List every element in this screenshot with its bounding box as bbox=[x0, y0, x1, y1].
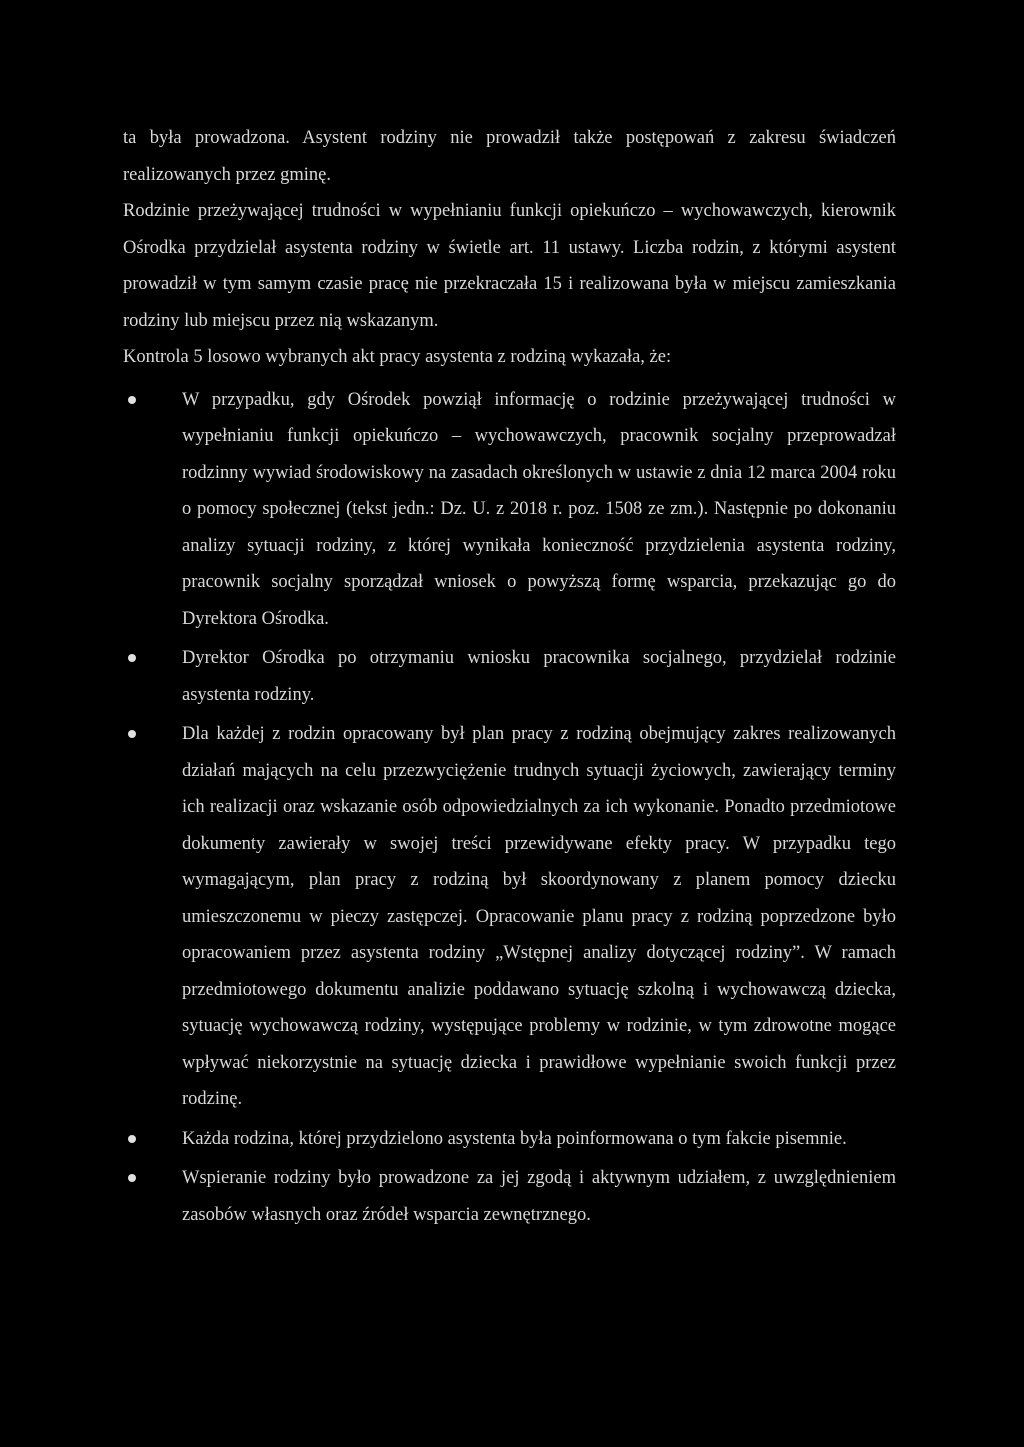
paragraph-continuation: ta była prowadzona. Asystent rodziny nie prowadził także postępowań z zakresu świadczeń realizowanych przez gminę. bbox=[123, 128, 896, 185]
list-item bbox=[123, 640, 896, 713]
bullet-icon bbox=[128, 730, 136, 738]
list-item bbox=[123, 1160, 896, 1233]
list-item-text: Wspieranie rodziny było prowadzone za jej zgodą i aktywnym udziałem, z uwzględnieniem zasobów własnych oraz źródeł wsparcia zewnętrznego. bbox=[182, 1168, 896, 1225]
list-item-text: Każda rodzina, której przydzielono asystenta była poinformowana o tym fakcie pisemnie. bbox=[182, 1128, 847, 1149]
list-item-text: Dla każdej z rodzin opracowany był plan pracy z rodziną obejmujący zakres realizowanych działań mających na celu przezwyciężenie trudnych sytuacji życiowych, zawierający terminy ich realizacji oraz wskazanie osób odpowiedzialnych za ich wykonanie. Ponadto przedmiotowe dokumenty zawierały w swojej treści przewidywane efekty pracy. W przypadku tego wymagającym, plan pracy z rodziną był skoordynowany z planem pomocy dziecku umieszczonemu w pieczy zastępczej. Opracowanie planu pracy z rodziną poprzedzone było opracowaniem przez asystenta rodziny „Wstępnej analizy dotyczącej rodziny”. W ramach przedmiotowego dokumentu analizie poddawano sytuację szkolną i wychowawczą dziecka, sytuację wychowawczą rodziny, występujące problemy w rodzinie, w tym zdrowotne mogące wpływać niekorzystnie na sytuację dziecka i prawidłowe wypełnianie swoich funkcji przez rodzinę. bbox=[182, 724, 896, 1109]
bullet-icon bbox=[128, 1174, 136, 1182]
findings-list bbox=[123, 382, 896, 1234]
list-item-text: W przypadku, gdy Ośrodek powziął informację o rodzinie przeżywającej trudności w wypełnianiu funkcji opiekuńczo – wychowawczych, pracownik socjalny przeprowadzał rodzinny wywiad środowiskowy na zasadach określonych w ustawie z dnia 12 marca 2004 roku o pomocy społecznej (tekst jedn.: Dz. U. z 2018 r. poz. 1508 ze zm.). Następnie po dokonaniu analizy sytuacji rodziny, z której wynikała konieczność przydzielenia asystenta rodziny, pracownik socjalny sporządzał wniosek o powyższą formę wsparcia, przekazując go do Dyrektora Ośrodka. bbox=[182, 389, 896, 629]
bullet-icon bbox=[128, 1135, 136, 1143]
list-item-text: Dyrektor Ośrodka po otrzymaniu wniosku pracownika socjalnego, przydzielał rodzinie asystenta rodziny. bbox=[182, 648, 896, 705]
document-body bbox=[123, 120, 896, 1233]
list-item bbox=[123, 382, 896, 638]
list-item bbox=[123, 1121, 896, 1158]
bullet-icon bbox=[128, 654, 136, 662]
list-item bbox=[123, 716, 896, 1118]
paragraph-assistant-assignment: Rodzinie przeżywającej trudności w wypełnianiu funkcji opiekuńczo – wychowawczych, kierownik Ośrodka przydzielał asystenta rodziny w świetle art. 11 ustawy. Liczba rodzin, z którymi asystent prowadził w tym samym czasie pracę nie przekraczała 15 i realizowana była w miejscu zamieszkania rodziny lub miejscu przez nią wskazanym. bbox=[123, 201, 896, 331]
paragraph-inspection-intro: Kontrola 5 losowo wybranych akt pracy asystenta z rodziną wykazała, że: bbox=[123, 347, 672, 367]
bullet-icon bbox=[128, 396, 136, 404]
